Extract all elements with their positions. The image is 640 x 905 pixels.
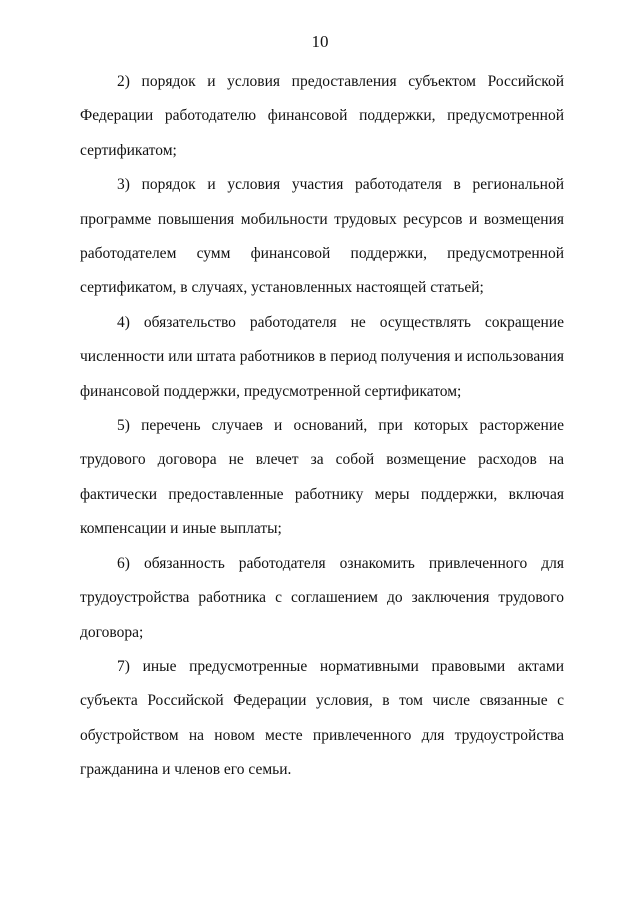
list-item-number: 4) <box>117 313 130 331</box>
list-item <box>80 168 564 306</box>
list-item-text: иные предусмотренные нормативными правовыми актами субъекта Российской Федерации условия, в том числе связанные с обустройством на новом месте привлеченного для трудоустройства гражданина и членов его семьи. <box>80 657 564 779</box>
list-item-text: обязанность работодателя ознакомить привлеченного для трудоустройства работника с соглашением до заключения трудового договора; <box>80 554 564 641</box>
list-item-text: порядок и условия участия работодателя в региональной программе повышения мобильности трудовых ресурсов и возмещения работодателем сумм финансовой поддержки, предусмотренной сертификатом, в случаях, установленных настоящей статьей; <box>80 176 564 297</box>
page-number: 10 <box>311 32 329 51</box>
list-item <box>80 306 564 409</box>
list-item-text: перечень случаев и оснований, при которых расторжение трудового договора не влечет за собой возмещение расходов на фактически предоставленные работнику меры поддержки, включая компенсации и иные выплаты; <box>80 417 564 538</box>
list-item-number: 5) <box>117 417 130 435</box>
list-item <box>80 65 564 168</box>
list-item-number: 7) <box>117 657 130 675</box>
list-item <box>80 650 564 788</box>
list-item-text: обязательство работодателя не осуществлять сокращение численности или штата работников в период получения и использования финансовой поддержки, предусмотренной сертификатом; <box>80 313 565 400</box>
list-item-number: 6) <box>117 554 130 572</box>
list-item-number: 2) <box>117 73 130 90</box>
list-item-text: порядок и условия предоставления субъектом Российской Федерации работодателю финансовой поддержки, предусмотренной сертификатом; <box>80 73 564 159</box>
list-item <box>80 547 564 650</box>
list-item-number: 3) <box>117 176 130 194</box>
list-item <box>80 409 564 547</box>
document-body <box>80 65 564 788</box>
